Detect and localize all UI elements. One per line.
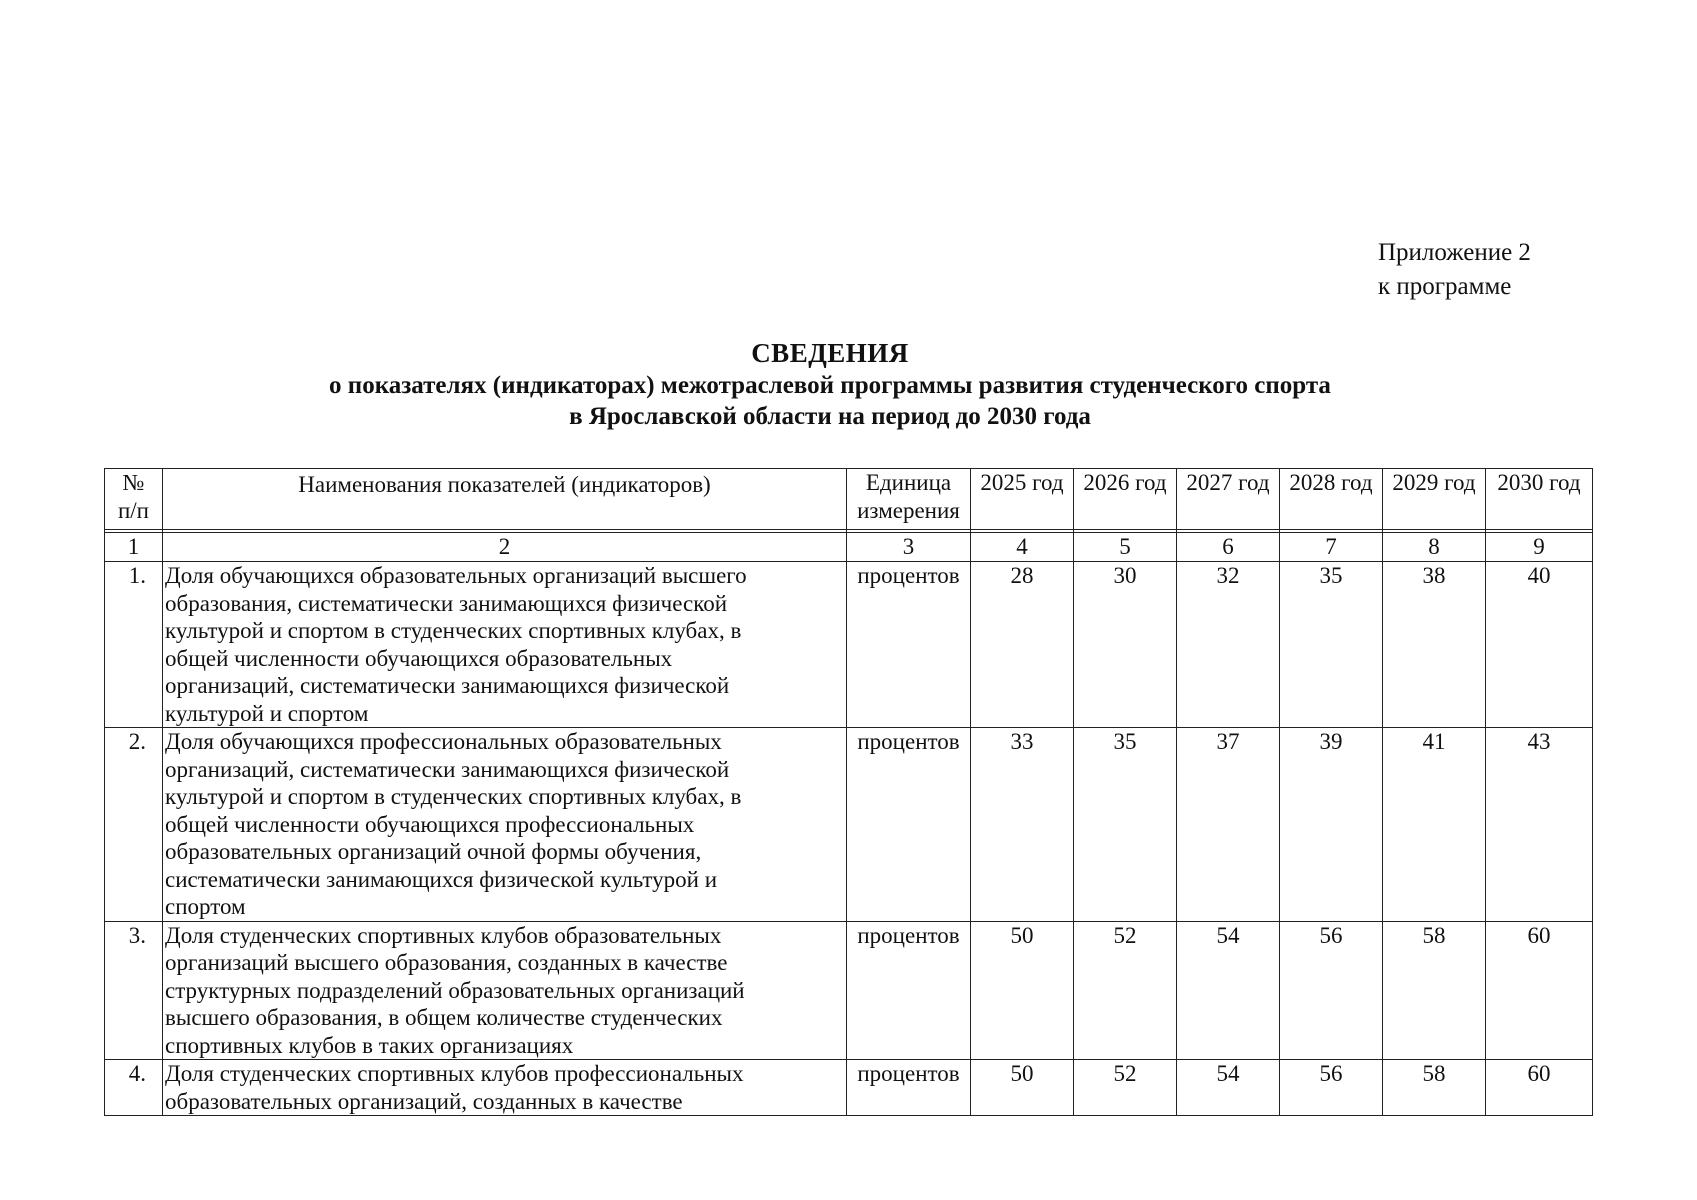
column-number: 4 [971,533,1074,562]
table-header-row [105,469,1593,530]
indicator-name-line: спортивных клубов в таких организациях [165,1032,574,1058]
value-2026: 52 [1074,921,1177,1060]
unit-cell: процентов [847,921,971,1060]
value-2028: 56 [1280,921,1383,1060]
value-2025: 33 [971,728,1074,922]
indicator-name [163,562,847,728]
appendix-label [1378,236,1531,304]
indicator-name-line: организаций, систематически занимающихся физической [165,673,730,698]
indicator-name-line: культурой и спортом в студенческих спортивных клубах, в [165,784,742,809]
header-year-2030: 2030 год [1486,469,1593,530]
value-2030: 60 [1486,921,1593,1060]
value-2027: 32 [1177,562,1280,728]
indicator-name-line: Доля студенческих спортивных клубов профессиональных [165,1061,744,1086]
indicator-name-line: Доля студенческих спортивных клубов образовательных [165,922,722,948]
indicator-name [163,921,847,1060]
row-number: 4. [105,1060,163,1116]
column-number: 3 [847,533,971,562]
header-unit-line-1: Единица [865,470,952,495]
indicator-name-line: систематически занимающихся физической культурой и [165,866,718,892]
indicator-name [163,1060,847,1116]
indicator-name-line: культурой и спортом [165,700,369,726]
table-row [105,562,1593,728]
value-2026: 35 [1074,728,1177,922]
appendix-line-1: Приложение 2 [1378,239,1531,266]
value-2028: 35 [1280,562,1383,728]
value-2027: 37 [1177,728,1280,922]
indicator-name-line: спортом [165,894,246,919]
indicator-name-line: высшего образования, в общем количестве студенческих [165,1005,723,1030]
unit-cell: процентов [847,728,971,922]
column-number: 9 [1486,533,1593,562]
indicator-name-line: образования, систематически занимающихся физической [165,590,728,616]
value-2025: 50 [971,921,1074,1060]
value-2025: 28 [971,562,1074,728]
header-num-line-1: № [122,470,145,495]
value-2027: 54 [1177,1060,1280,1116]
indicator-name-line: Доля обучающихся профессиональных образовательных [165,729,722,754]
indicator-name-line: структурных подразделений образовательных организаций [165,977,745,1003]
indicator-name [163,728,847,922]
header-num [105,469,163,530]
indicator-name-line: общей численности обучающихся профессиональных [165,811,695,837]
row-number: 2. [105,728,163,922]
column-number: 2 [163,533,847,562]
indicator-name-line: общей численности обучающихся образовательных [165,645,673,671]
unit-cell: процентов [847,1060,971,1116]
value-2029: 58 [1383,921,1486,1060]
table-row [105,921,1593,1060]
value-2025: 50 [971,1060,1074,1116]
table-row [105,728,1593,922]
indicator-name-line: организаций, систематически занимающихся физической [165,756,730,782]
value-2028: 56 [1280,1060,1383,1116]
indicator-name-line: образовательных организаций очной формы обучения, [165,839,702,864]
table-row [105,1060,1593,1116]
value-2030: 40 [1486,562,1593,728]
appendix-line-2: к программе [1378,273,1512,300]
column-number: 5 [1074,533,1177,562]
column-number-row [105,533,1593,562]
header-year-2026: 2026 год [1074,469,1177,530]
document-title [0,336,1660,432]
column-number: 8 [1383,533,1486,562]
column-number: 1 [105,533,163,562]
value-2026: 52 [1074,1060,1177,1116]
header-year-2029: 2029 год [1383,469,1486,530]
row-number: 3. [105,921,163,1060]
row-number: 1. [105,562,163,728]
title-line-2: в Ярославской области на период до 2030 года [569,403,1091,430]
value-2030: 43 [1486,728,1593,922]
header-unit-line-2: измерения [857,497,960,523]
value-2026: 30 [1074,562,1177,728]
indicator-name-line: образовательных организаций, созданных в качестве [165,1088,683,1114]
indicator-name-line: культурой и спортом в студенческих спортивных клубах, в [165,618,742,643]
indicator-name-line: организаций высшего образования, созданных в качестве [165,950,728,975]
value-2029: 38 [1383,562,1486,728]
column-number: 6 [1177,533,1280,562]
value-2027: 54 [1177,921,1280,1060]
value-2029: 58 [1383,1060,1486,1116]
indicators-table [104,468,1593,1116]
header-year-2028: 2028 год [1280,469,1383,530]
header-num-line-2: п/п [117,497,149,523]
column-number: 7 [1280,533,1383,562]
title-main: СВЕДЕНИЯ [751,338,909,368]
value-2029: 41 [1383,728,1486,922]
header-unit [847,469,971,530]
header-year-2025: 2025 год [971,469,1074,530]
value-2028: 39 [1280,728,1383,922]
unit-cell: процентов [847,562,971,728]
title-line-1: о показателях (индикаторах) межотраслевой программы развития студенческого спорта [329,372,1331,399]
value-2030: 60 [1486,1060,1593,1116]
header-name: Наименования показателей (индикаторов) [163,469,847,530]
header-year-2027: 2027 год [1177,469,1280,530]
indicator-name-line: Доля обучающихся образовательных организаций высшего [165,563,747,588]
